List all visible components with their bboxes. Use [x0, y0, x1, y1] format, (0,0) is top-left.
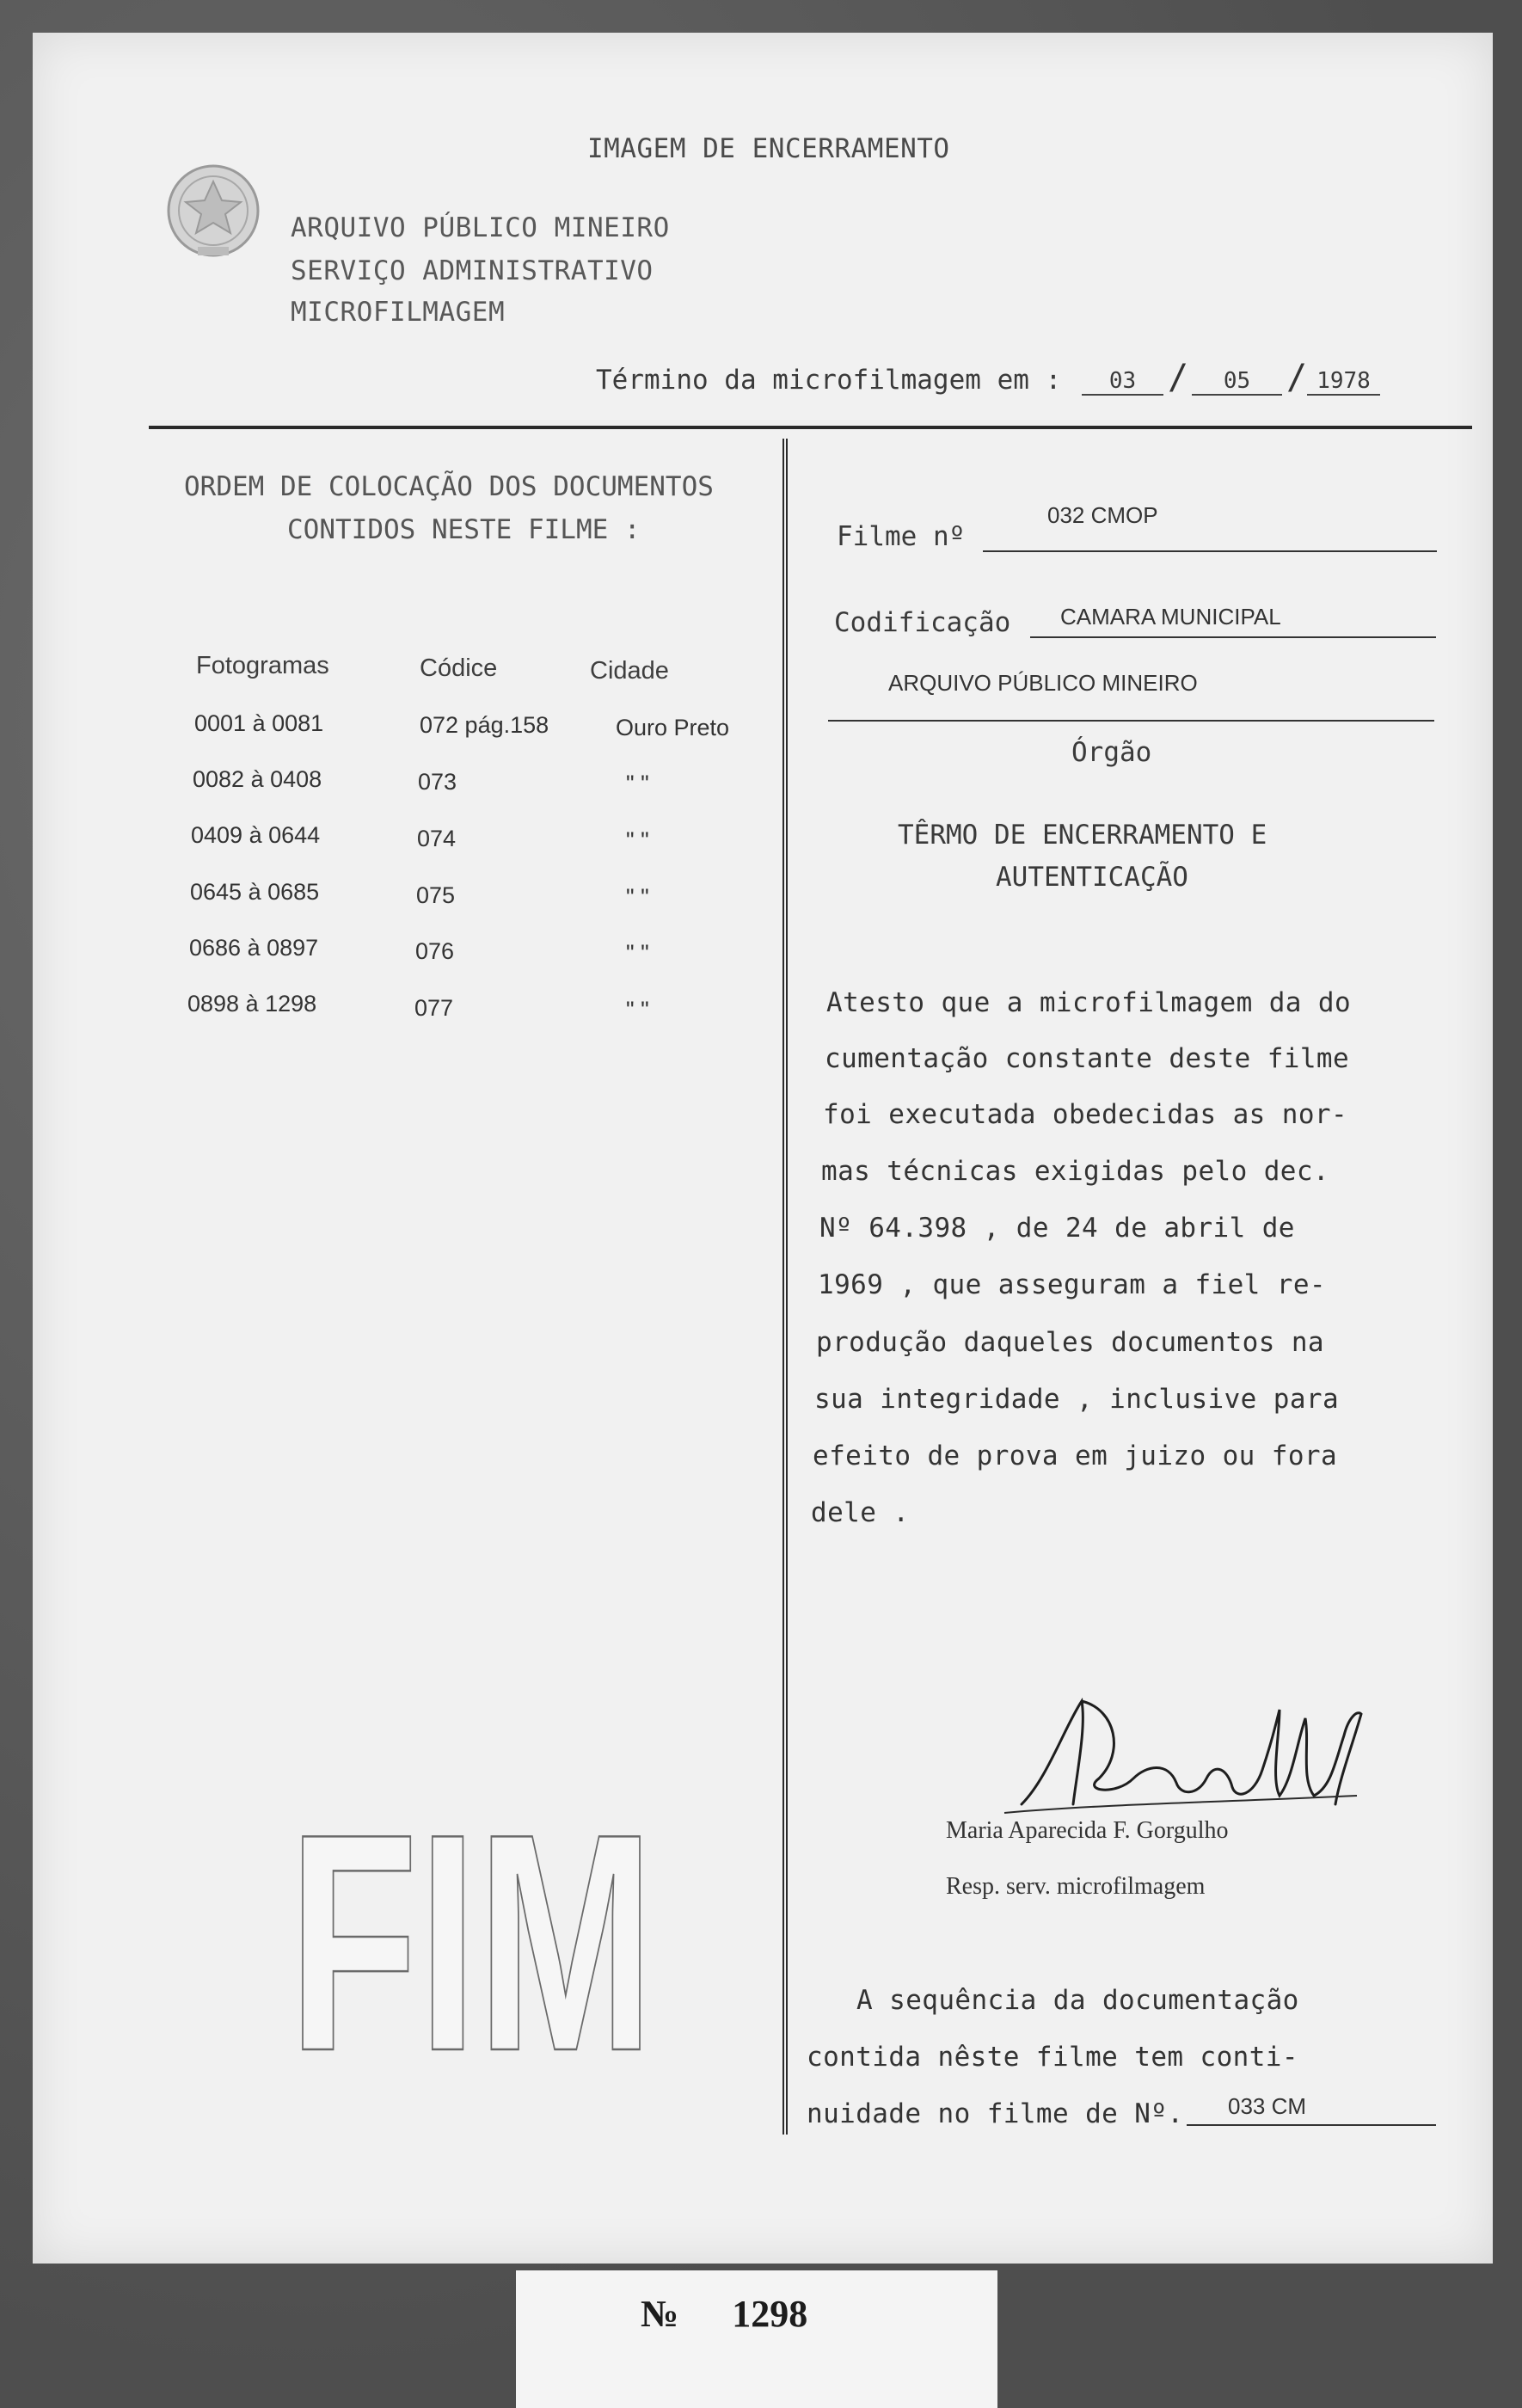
filme-value: 032 CMOP — [1047, 502, 1158, 528]
table-row-cidade: " " — [626, 827, 649, 853]
signer-role: Resp. serv. microfilmagem — [946, 1873, 1206, 1900]
org-line-microfilmagem: MICROFILMAGEM — [291, 297, 506, 328]
date-month: 05 — [1192, 368, 1282, 396]
table-row-codice: 074 — [417, 826, 457, 851]
atesto-line: mas técnicas exigidas pelo dec. — [821, 1156, 1329, 1187]
order-heading-line1: ORDEM DE COLOCAÇÃO DOS DOCUMENTOS — [184, 471, 714, 502]
sequencia-line: A sequência da documentação — [856, 1985, 1299, 2016]
document-page — [33, 33, 1493, 2264]
codificacao-underline — [1030, 636, 1436, 638]
table-row-range: 0898 à 1298 — [187, 991, 317, 1017]
table-row-cidade: " " — [626, 884, 649, 910]
orgao-label: Órgão — [1071, 737, 1152, 768]
table-row-codice: 075 — [416, 882, 456, 908]
codificacao-label: Codificação — [834, 607, 1011, 638]
handwritten-signature — [996, 1675, 1374, 1830]
date-year: 1978 — [1307, 368, 1380, 396]
frame-number-stamp — [641, 2292, 807, 2336]
atesto-line: foi executada obedecidas as nor- — [823, 1099, 1348, 1130]
orgao-value: ARQUIVO PÚBLICO MINEIRO — [888, 670, 1198, 696]
termino-label: Término da microfilmagem em : — [596, 365, 1062, 396]
atesto-line: dele . — [811, 1497, 910, 1528]
order-heading-line2: CONTIDOS NESTE FILME : — [287, 514, 641, 545]
table-row-range: 0082 à 0408 — [193, 766, 322, 792]
orgao-underline — [828, 720, 1434, 722]
atesto-line: cumentação constante deste filme — [825, 1043, 1350, 1074]
frame-number: 1298 — [732, 2293, 808, 2335]
next-film-value: 033 CM — [1228, 2093, 1307, 2119]
filme-label: Filme nº — [837, 521, 966, 552]
sequencia-line: nuidade no filme de Nº. — [807, 2098, 1184, 2129]
col-header-fotogramas: Fotogramas — [196, 652, 329, 679]
document-title: IMAGEM DE ENCERRAMENTO — [587, 133, 950, 164]
table-row-codice: 072 pág.158 — [420, 712, 549, 738]
date-separator: / — [1286, 358, 1308, 397]
filme-underline — [983, 550, 1437, 552]
table-row-cidade: " " — [626, 771, 649, 796]
atesto-line: 1969 , que asseguram a fiel re- — [818, 1269, 1326, 1300]
table-row-cidade: Ouro Preto — [616, 715, 730, 740]
fim-stamp — [282, 1770, 660, 2116]
date-day: 03 — [1082, 368, 1163, 396]
atesto-line: efeito de prova em juizo ou fora — [813, 1440, 1338, 1471]
number-symbol: № — [641, 2293, 679, 2335]
col-header-codice: Códice — [420, 654, 498, 682]
signer-name: Maria Aparecida F. Gorgulho — [946, 1817, 1229, 1844]
table-row-range: 0001 à 0081 — [194, 710, 324, 736]
sequencia-line: contida nêste filme tem conti- — [807, 2042, 1298, 2073]
table-row-range: 0645 à 0685 — [190, 879, 320, 905]
termo-title-line1: TÊRMO DE ENCERRAMENTO E — [898, 820, 1267, 851]
codificacao-value: CAMARA MUNICIPAL — [1060, 604, 1281, 630]
date-separator: / — [1168, 358, 1189, 397]
table-row-range: 0686 à 0897 — [189, 935, 319, 961]
atesto-line: Atesto que a microfilmagem da do — [826, 987, 1352, 1018]
coat-of-arms-seal — [162, 157, 265, 261]
col-header-cidade: Cidade — [590, 657, 669, 685]
termo-title-line2: AUTENTICAÇÃO — [996, 862, 1188, 893]
fim-text: FIM — [288, 1770, 654, 2116]
next-film-underline — [1187, 2124, 1436, 2126]
table-row-codice: 073 — [418, 769, 457, 795]
org-line-arquivo: ARQUIVO PÚBLICO MINEIRO — [291, 212, 670, 243]
atesto-line: sua integridade , inclusive para — [814, 1384, 1340, 1415]
table-row-cidade: " " — [626, 940, 649, 966]
atesto-line: Nº 64.398 , de 24 de abril de — [819, 1213, 1295, 1244]
table-row-codice: 077 — [414, 995, 454, 1021]
number-strip — [516, 2270, 997, 2408]
header-divider — [149, 426, 1472, 429]
table-row-codice: 076 — [415, 938, 455, 964]
atesto-line: produção daqueles documentos na — [816, 1327, 1324, 1358]
table-row-range: 0409 à 0644 — [191, 822, 321, 848]
column-divider — [782, 439, 788, 2135]
table-row-cidade: " " — [626, 997, 649, 1023]
org-line-servico: SERVIÇO ADMINISTRATIVO — [291, 255, 654, 286]
